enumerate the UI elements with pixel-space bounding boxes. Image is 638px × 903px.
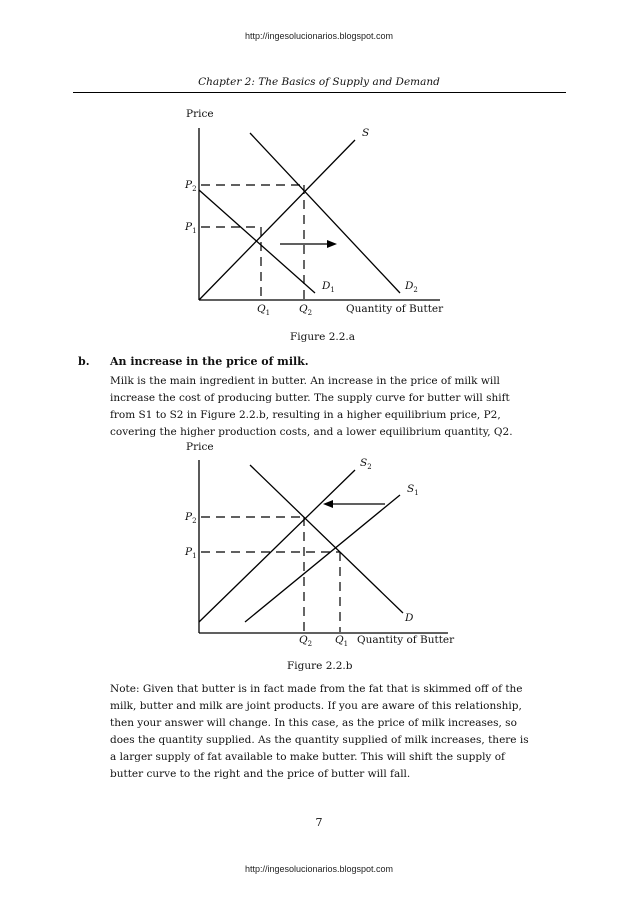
fig-a-label-p1: $P_1$ (185, 221, 197, 235)
fig-b-supply-curve-s2 (199, 470, 355, 622)
section-b-paragraph-text: Milk is the main ingredient in butter. An increase in the price of milk will increase the cost of producing butter. The supply curve for butter will shift from S1 to S2 in Figure 2.2.b, resulting in a higher equilibrium price, P2, covering the higher production costs, and a lower equilibrium quantity, Q2. (110, 375, 513, 438)
fig-b-supply-curve-s1 (245, 495, 400, 622)
fig-b-label-s1: $S_1$ (407, 483, 419, 497)
fig-a-label-s: S (362, 127, 370, 139)
fig-b-demand-curve (250, 465, 403, 613)
fig-a-label-d2: $D_2$ (405, 280, 418, 294)
fig-a-label-p2: $P_2$ (185, 179, 197, 193)
section-b-heading: An increase in the price of milk. (110, 355, 309, 368)
fig-b-label-q2: $Q_2$ (299, 634, 313, 648)
footer-url[interactable]: http://ingesolucionarios.blogspot.com (244, 864, 394, 874)
fig-b-shift-arrow-head (323, 500, 333, 508)
fig-b-label-q1: $Q_1$ (335, 634, 349, 648)
fig-a-label-d1: $D_1$ (322, 280, 335, 294)
note-text: Note: Given that butter is in fact made from the fat that is skimmed off of the milk, butter and milk are joint products. If you are aware of this relationship, then your answer will change. In this case, as the price of milk increases, so does the quantity supplied. As the quantity supplied of milk increases, there is a larger supply of fat available to make butter. This will shift the supply of butter curve to the right and the price of butter will fall. (110, 683, 529, 780)
chapter-title: Chapter 2: The Basics of Supply and Demand (198, 76, 440, 88)
note-paragraph (110, 681, 530, 783)
figure-2-2-a (0, 100, 638, 325)
fig-a-label-q1: $Q_1$ (257, 303, 271, 317)
fig-b-label-p1: $P_1$ (185, 546, 197, 560)
fig-a-y-axis-label: Price (186, 108, 214, 120)
fig-b-label-s2: $S_2$ (360, 457, 372, 471)
fig-a-demand-curve-d1 (199, 190, 315, 293)
section-b-letter: b. (78, 355, 90, 368)
fig-b-y-axis-label: Price (186, 441, 214, 453)
header-rule (73, 92, 566, 93)
figure-2-2-b (0, 435, 638, 650)
fig-b-x-axis-label: Quantity of Butter (357, 634, 455, 646)
fig-b-caption: Figure 2.2.b (287, 660, 353, 672)
fig-a-shift-arrow-head (327, 240, 337, 248)
fig-a-demand-curve-d2 (250, 133, 400, 293)
fig-a-caption: Figure 2.2.a (290, 331, 355, 343)
page-number: 7 (315, 816, 323, 829)
fig-b-label-p2: $P_2$ (185, 511, 197, 525)
fig-a-label-q2: $Q_2$ (299, 303, 313, 317)
section-b-paragraph (110, 373, 530, 441)
fig-a-x-axis-label: Quantity of Butter (346, 303, 444, 315)
header-url[interactable]: http://ingesolucionarios.blogspot.com (244, 31, 394, 41)
fig-b-label-d: D (405, 612, 414, 624)
